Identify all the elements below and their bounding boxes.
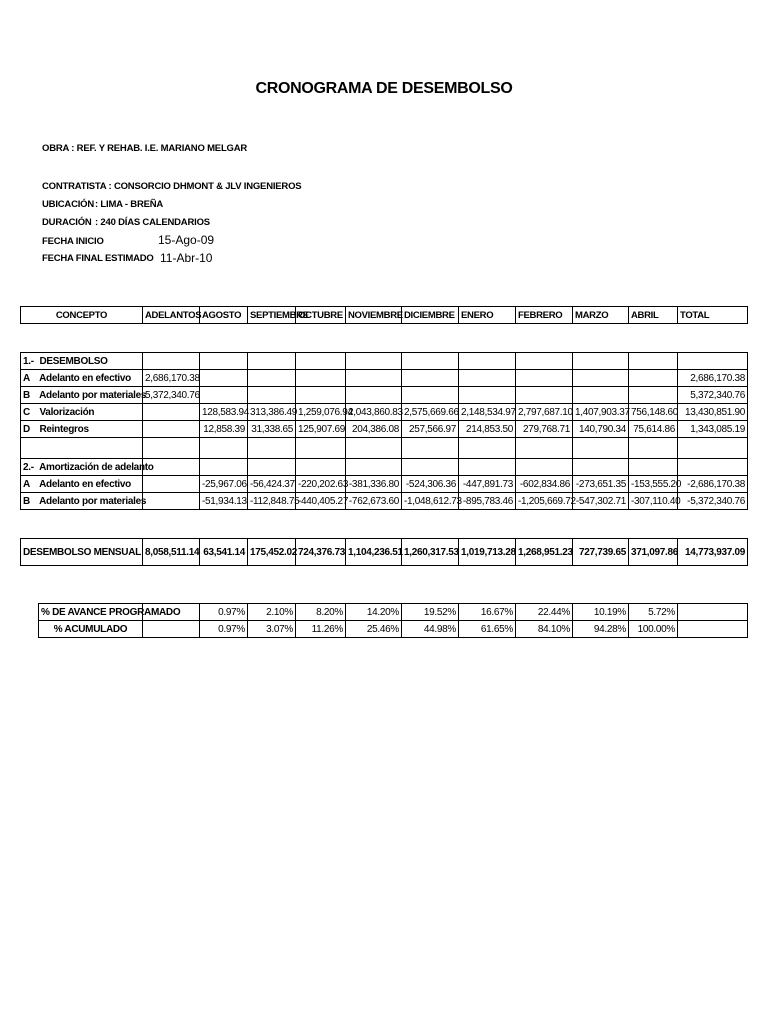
acumulado-cell: 44.98% bbox=[402, 621, 459, 638]
total-cell: 1,268,951.23 bbox=[516, 539, 573, 566]
value-cell: -524,306.36 bbox=[402, 476, 459, 493]
progress-table bbox=[38, 603, 748, 638]
avance-cell: 22.44% bbox=[516, 604, 573, 621]
header-cell: TOTAL bbox=[678, 307, 748, 324]
acumulado-cell: 94.28% bbox=[573, 621, 629, 638]
value-cell bbox=[516, 370, 573, 387]
value-cell bbox=[402, 387, 459, 404]
header-cell: ABRIL bbox=[629, 307, 678, 324]
value-cell: -447,891.73 bbox=[459, 476, 516, 493]
value-cell: 2,686,170.38 bbox=[143, 370, 200, 387]
fecha-inicio-label: FECHA INICIO bbox=[42, 236, 104, 247]
acumulado-cell: 100.00% bbox=[629, 621, 678, 638]
acumulado-row bbox=[39, 621, 748, 638]
value-cell: 5,372,340.76 bbox=[143, 387, 200, 404]
section-heading-row bbox=[21, 353, 748, 370]
header-cell: ADELANTOS bbox=[143, 307, 200, 324]
row-label: Valorización bbox=[39, 406, 95, 418]
avance-cell: 0.97% bbox=[200, 604, 248, 621]
header-cell: MARZO bbox=[573, 307, 629, 324]
value-cell: -307,110.40 bbox=[629, 493, 678, 510]
value-cell: -5,372,340.76 bbox=[678, 493, 748, 510]
fecha-final-value: 11-Abr-10 bbox=[160, 251, 213, 265]
total-cell: 724,376.73 bbox=[296, 539, 346, 566]
table-row bbox=[21, 387, 748, 404]
total-cell: 1,104,236.51 bbox=[346, 539, 402, 566]
value-cell: -51,934.13 bbox=[200, 493, 248, 510]
value-cell: -1,205,669.72 bbox=[516, 493, 573, 510]
value-cell: 2,797,687.10 bbox=[516, 404, 573, 421]
acumulado-cell: 11.26% bbox=[296, 621, 346, 638]
header-cell: NOVIEMBRE bbox=[346, 307, 402, 324]
avance-cell: 5.72% bbox=[629, 604, 678, 621]
header-cell: DICIEMBRE bbox=[402, 307, 459, 324]
page-title: CRONOGRAMA DE DESEMBOLSO bbox=[255, 80, 513, 97]
value-cell: -381,336.80 bbox=[346, 476, 402, 493]
value-cell bbox=[248, 370, 296, 387]
acumulado-cell: 61.65% bbox=[459, 621, 516, 638]
value-cell: 1,259,076.94 bbox=[296, 404, 346, 421]
monthly-total-row bbox=[21, 539, 748, 566]
table-row bbox=[21, 493, 748, 510]
value-cell: -1,048,612.73 bbox=[402, 493, 459, 510]
value-cell: 2,575,669.66 bbox=[402, 404, 459, 421]
section-heading-row bbox=[21, 459, 748, 476]
header-cell: AGOSTO bbox=[200, 307, 248, 324]
acumulado-cell: 3.07% bbox=[248, 621, 296, 638]
value-cell bbox=[296, 370, 346, 387]
value-cell: -112,848.75 bbox=[248, 493, 296, 510]
spacer-row bbox=[21, 438, 748, 459]
total-cell: 1,019,713.28 bbox=[459, 539, 516, 566]
value-cell: -25,967.06 bbox=[200, 476, 248, 493]
row-code: A bbox=[23, 478, 30, 490]
monthly-total-label: DESEMBOLSO MENSUAL bbox=[21, 539, 143, 566]
duracion-value: : 240 DÍAS CALENDARIOS bbox=[95, 217, 210, 228]
avance-cell: 19.52% bbox=[402, 604, 459, 621]
value-cell: 257,566.97 bbox=[402, 421, 459, 438]
header-cell: CONCEPTO bbox=[21, 307, 143, 324]
value-cell: 2,148,534.97 bbox=[459, 404, 516, 421]
acumulado-label: % ACUMULADO bbox=[39, 621, 143, 638]
value-cell: -547,302.71 bbox=[573, 493, 629, 510]
fecha-inicio-value: 15-Ago-09 bbox=[158, 233, 215, 247]
value-cell: -56,424.37 bbox=[248, 476, 296, 493]
value-cell: 75,614.86 bbox=[629, 421, 678, 438]
value-cell bbox=[143, 493, 200, 510]
value-cell: -273,651.35 bbox=[573, 476, 629, 493]
value-cell bbox=[629, 387, 678, 404]
value-cell: 204,386.08 bbox=[346, 421, 402, 438]
value-cell bbox=[629, 370, 678, 387]
total-cell: 8,058,511.14 bbox=[143, 539, 200, 566]
value-cell bbox=[516, 387, 573, 404]
header-row bbox=[21, 307, 748, 324]
value-cell: 140,790.34 bbox=[573, 421, 629, 438]
avance-cell: 2.10% bbox=[248, 604, 296, 621]
header-table bbox=[20, 306, 748, 324]
value-cell bbox=[459, 387, 516, 404]
value-cell: 125,907.69 bbox=[296, 421, 346, 438]
value-cell bbox=[573, 370, 629, 387]
total-cell: 175,452.02 bbox=[248, 539, 296, 566]
value-cell: 12,858.39 bbox=[200, 421, 248, 438]
section-title: DESEMBOLSO bbox=[39, 355, 108, 367]
header-cell: FEBRERO bbox=[516, 307, 573, 324]
avance-cell: 8.20% bbox=[296, 604, 346, 621]
value-cell bbox=[402, 370, 459, 387]
value-cell: 13,430,851.90 bbox=[678, 404, 748, 421]
total-cell: 14,773,937.09 bbox=[678, 539, 748, 566]
value-cell: 214,853.50 bbox=[459, 421, 516, 438]
value-cell: 313,386.49 bbox=[248, 404, 296, 421]
body-table bbox=[20, 352, 748, 510]
row-code: B bbox=[23, 495, 30, 507]
total-cell: 371,097.86 bbox=[629, 539, 678, 566]
row-label: Adelanto por materiales bbox=[39, 495, 147, 507]
section-title-cell bbox=[21, 353, 143, 370]
acumulado-cell bbox=[143, 621, 200, 638]
row-label: Adelanto en efectivo bbox=[39, 372, 131, 384]
value-cell: 756,148.60 bbox=[629, 404, 678, 421]
section-number: 2.- bbox=[23, 461, 34, 473]
contratista-text: CONTRATISTA : CONSORCIO DHMONT & JLV INGENIEROS bbox=[42, 181, 302, 192]
ubicacion-value: : LIMA - BREÑA bbox=[95, 199, 164, 210]
row-code: D bbox=[23, 423, 30, 435]
monthly-total-table bbox=[20, 538, 748, 566]
value-cell: 128,583.94 bbox=[200, 404, 248, 421]
table-row bbox=[21, 476, 748, 493]
value-cell bbox=[459, 370, 516, 387]
table-row bbox=[21, 421, 748, 438]
value-cell bbox=[143, 421, 200, 438]
value-cell: -153,555.20 bbox=[629, 476, 678, 493]
value-cell: -220,202.63 bbox=[296, 476, 346, 493]
value-cell bbox=[573, 387, 629, 404]
value-cell: 279,768.71 bbox=[516, 421, 573, 438]
acumulado-cell bbox=[678, 621, 748, 638]
avance-cell bbox=[678, 604, 748, 621]
value-cell bbox=[346, 370, 402, 387]
avance-cell: 10.19% bbox=[573, 604, 629, 621]
value-cell bbox=[296, 387, 346, 404]
header-cell: SEPTIEMBRE bbox=[248, 307, 296, 324]
avance-cell: 14.20% bbox=[346, 604, 402, 621]
value-cell bbox=[248, 387, 296, 404]
fecha-final-label: FECHA FINAL ESTIMADO bbox=[42, 253, 154, 264]
total-cell: 727,739.65 bbox=[573, 539, 629, 566]
acumulado-cell: 25.46% bbox=[346, 621, 402, 638]
value-cell: 1,407,903.37 bbox=[573, 404, 629, 421]
value-cell bbox=[200, 387, 248, 404]
ubicacion-label: UBICACIÓN bbox=[42, 199, 95, 210]
value-cell: 1,343,085.19 bbox=[678, 421, 748, 438]
row-label: Adelanto por materiales bbox=[39, 389, 147, 401]
value-cell: -602,834.86 bbox=[516, 476, 573, 493]
duracion-label: DURACIÓN bbox=[42, 217, 92, 228]
value-cell bbox=[346, 387, 402, 404]
row-label: Reintegros bbox=[39, 423, 89, 435]
value-cell bbox=[200, 370, 248, 387]
row-code: B bbox=[23, 389, 30, 401]
acumulado-cell: 0.97% bbox=[200, 621, 248, 638]
value-cell: 2,686,170.38 bbox=[678, 370, 748, 387]
value-cell: 5,372,340.76 bbox=[678, 387, 748, 404]
obra-text: OBRA : REF. Y REHAB. I.E. MARIANO MELGAR bbox=[42, 143, 248, 154]
row-code: A bbox=[23, 372, 30, 384]
avance-cell: 16.67% bbox=[459, 604, 516, 621]
total-cell: 1,260,317.53 bbox=[402, 539, 459, 566]
section-title: Amortización de adelanto bbox=[39, 461, 154, 473]
section-title-cell bbox=[21, 459, 154, 476]
value-cell: 2,043,860.83 bbox=[346, 404, 402, 421]
value-cell bbox=[143, 404, 200, 421]
row-label: Adelanto en efectivo bbox=[39, 478, 131, 490]
value-cell: -440,405.27 bbox=[296, 493, 346, 510]
header-cell: ENERO bbox=[459, 307, 516, 324]
section-number: 1.- bbox=[23, 355, 34, 367]
avance-row bbox=[39, 604, 748, 621]
table-row bbox=[21, 370, 748, 387]
header-cell: OCTUBRE bbox=[296, 307, 346, 324]
acumulado-cell: 84.10% bbox=[516, 621, 573, 638]
value-cell: -762,673.60 bbox=[346, 493, 402, 510]
row-code: C bbox=[23, 406, 30, 418]
table-row bbox=[21, 404, 748, 421]
value-cell bbox=[143, 476, 200, 493]
total-cell: 63,541.14 bbox=[200, 539, 248, 566]
value-cell: 31,338.65 bbox=[248, 421, 296, 438]
value-cell: -2,686,170.38 bbox=[678, 476, 748, 493]
avance-label: % DE AVANCE PROGRAMADO bbox=[39, 604, 143, 621]
value-cell: -895,783.46 bbox=[459, 493, 516, 510]
